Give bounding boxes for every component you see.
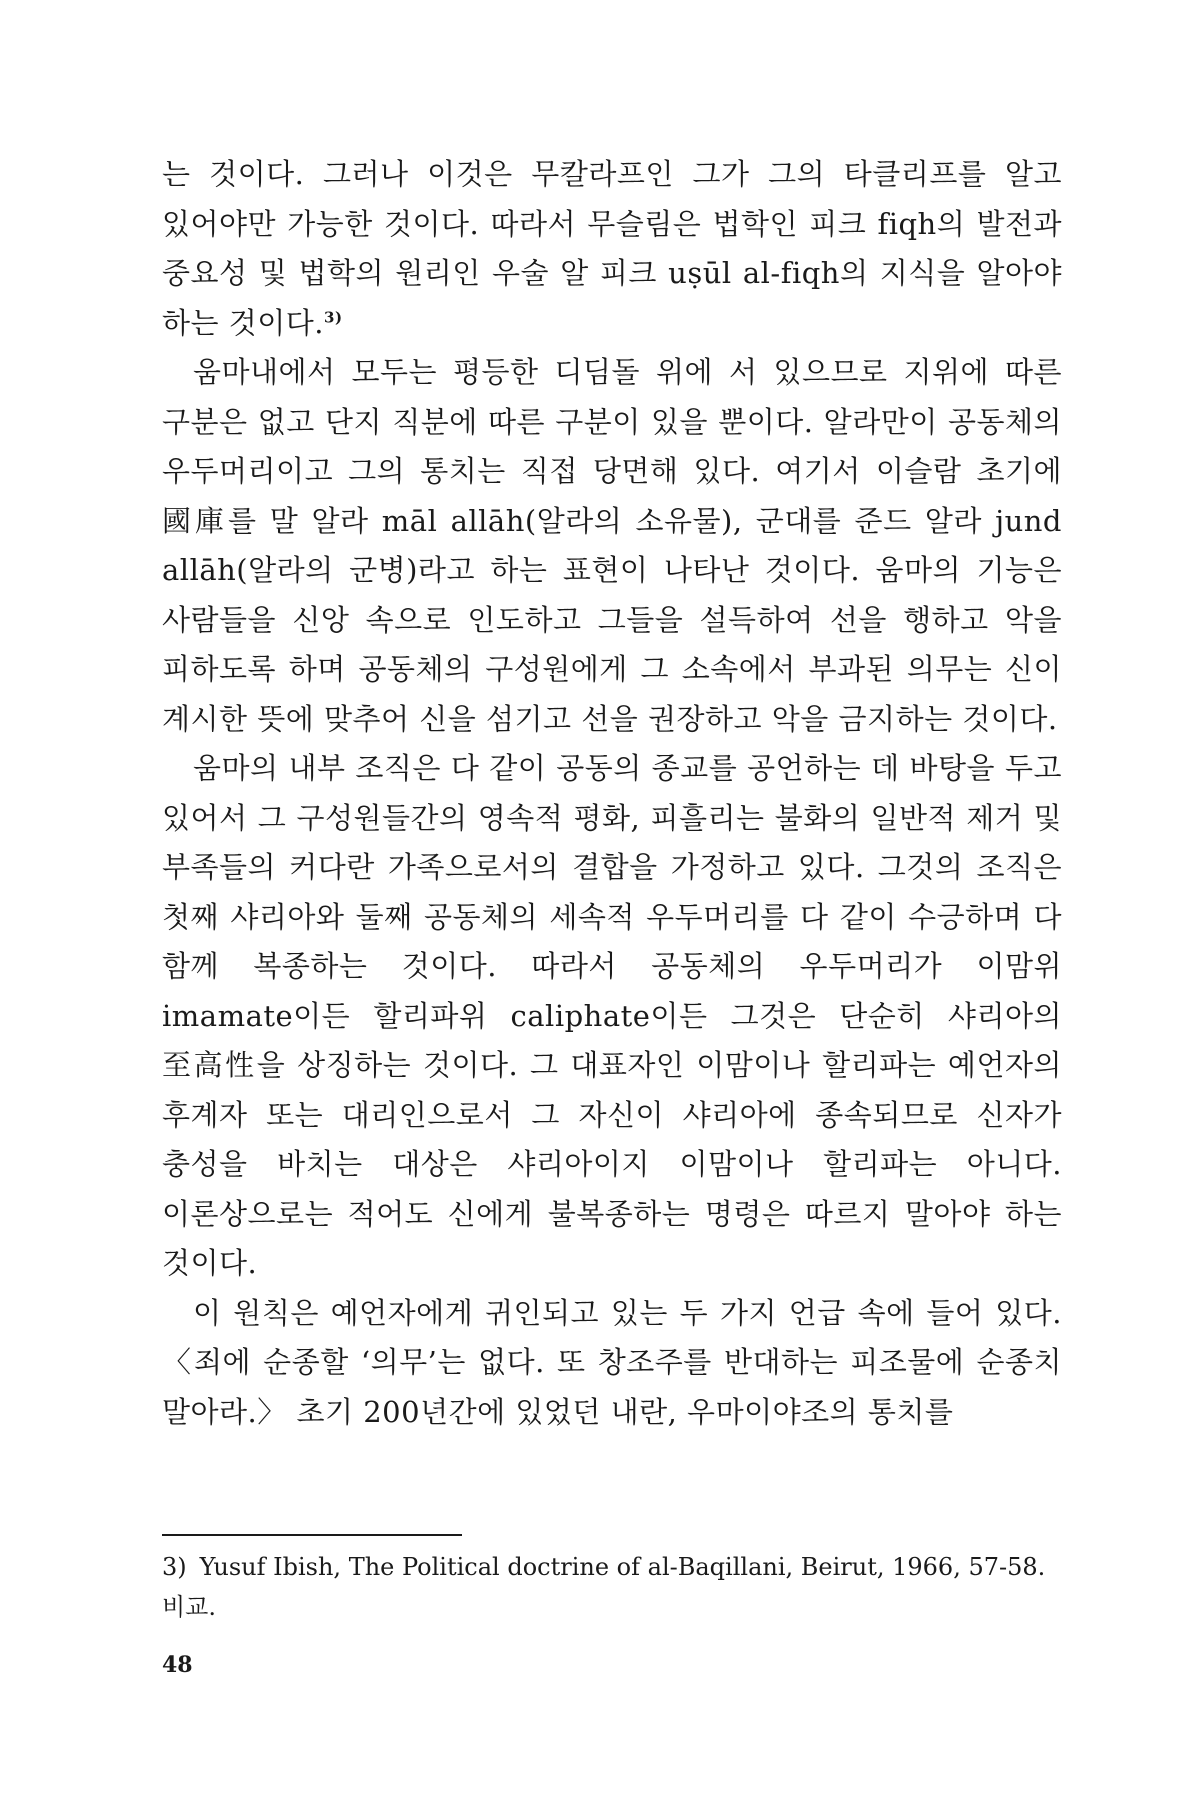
footnote-3 [162,1547,1062,1627]
page-number: 48 [162,1652,193,1678]
paragraph-1-text: 는 것이다. 그러나 이것은 무칼라프인 그가 그의 타클리프를 알고 있어야만 가능한 것이다. 따라서 무슬림은 법학인 피크 fiqh의 발전과 중요성 및 법학의 원리인 우술 알 피크 uṣūl al-fiqh의 지식을 알아야 하는 것이다. [162,157,1062,340]
footnote-text: Yusuf Ibish, The Political doctrine of al-Baqillani, Beirut, 1966, 57-58. [199,1553,1046,1581]
page-body [162,150,1062,1437]
paragraph-3: 움마의 내부 조직은 다 같이 공동의 종교를 공언하는 데 바탕을 두고 있어서 그 구성원들간의 영속적 평화, 피흘리는 불화의 일반적 제거 및 부족들의 커다란 가족으로서의 결합을 가정하고 있다. 그것의 조직은 첫째 샤리아와 둘째 공동체의 세속적 우두머리를 다 같이 수긍하며 다 함께 복종하는 것이다. 따라서 공동체의 우두머리가 이맘위 imamate이든 할리파위 caliphate이든 그것은 단순히 샤리아의 至高性을 상징하는 것이다. 그 대표자인 이맘이나 할리파는 예언자의 후계자 또는 대리인으로서 그 자신이 샤리아에 종속되므로 신자가 충성을 바치는 대상은 샤리아이지 이맘이나 할리파는 아니다. 이론상으로는 적어도 신에게 불복종하는 명령은 따르지 말아야 하는 것이다. [162,751,1062,1280]
paragraph-1 [162,150,1062,348]
paragraph-2: 움마내에서 모두는 평등한 디딤돌 위에 서 있으므로 지위에 따른 구분은 없고 단지 직분에 따른 구분이 있을 뿐이다. 알라만이 공동체의 우두머리이고 그의 통치는 직접 당면해 있다. 여기서 이슬람 초기에 國庫를 말 알라 māl allāh(알라의 소유물), 군대를 준드 알라 jund allāh(알라의 군병)라고 하는 표현이 나타난 것이다. 움마의 기능은 사람들을 신앙 속으로 인도하고 그들을 설득하여 선을 행하고 악을 피하도록 하며 공동체의 구성원에게 그 소속에서 부과된 의무는 신이 계시한 뜻에 맞추어 신을 섬기고 선을 권장하고 악을 금지하는 것이다. [162,355,1062,736]
footnote-reference-3: 3) [324,307,343,326]
footnote-continuation: 비교. [162,1593,216,1621]
paragraph-4: 이 원칙은 예언자에게 귀인되고 있는 두 가지 언급 속에 들어 있다. 〈죄에 순종할 ‘의무’는 없다. 또 창조주를 반대하는 피조물에 순종치 말아라.〉 초기 200년간에 있었던 내란, 우마이야조의 통치를 [162,1295,1062,1429]
footnote-divider [162,1534,462,1536]
footnote-number: 3) [162,1553,187,1581]
